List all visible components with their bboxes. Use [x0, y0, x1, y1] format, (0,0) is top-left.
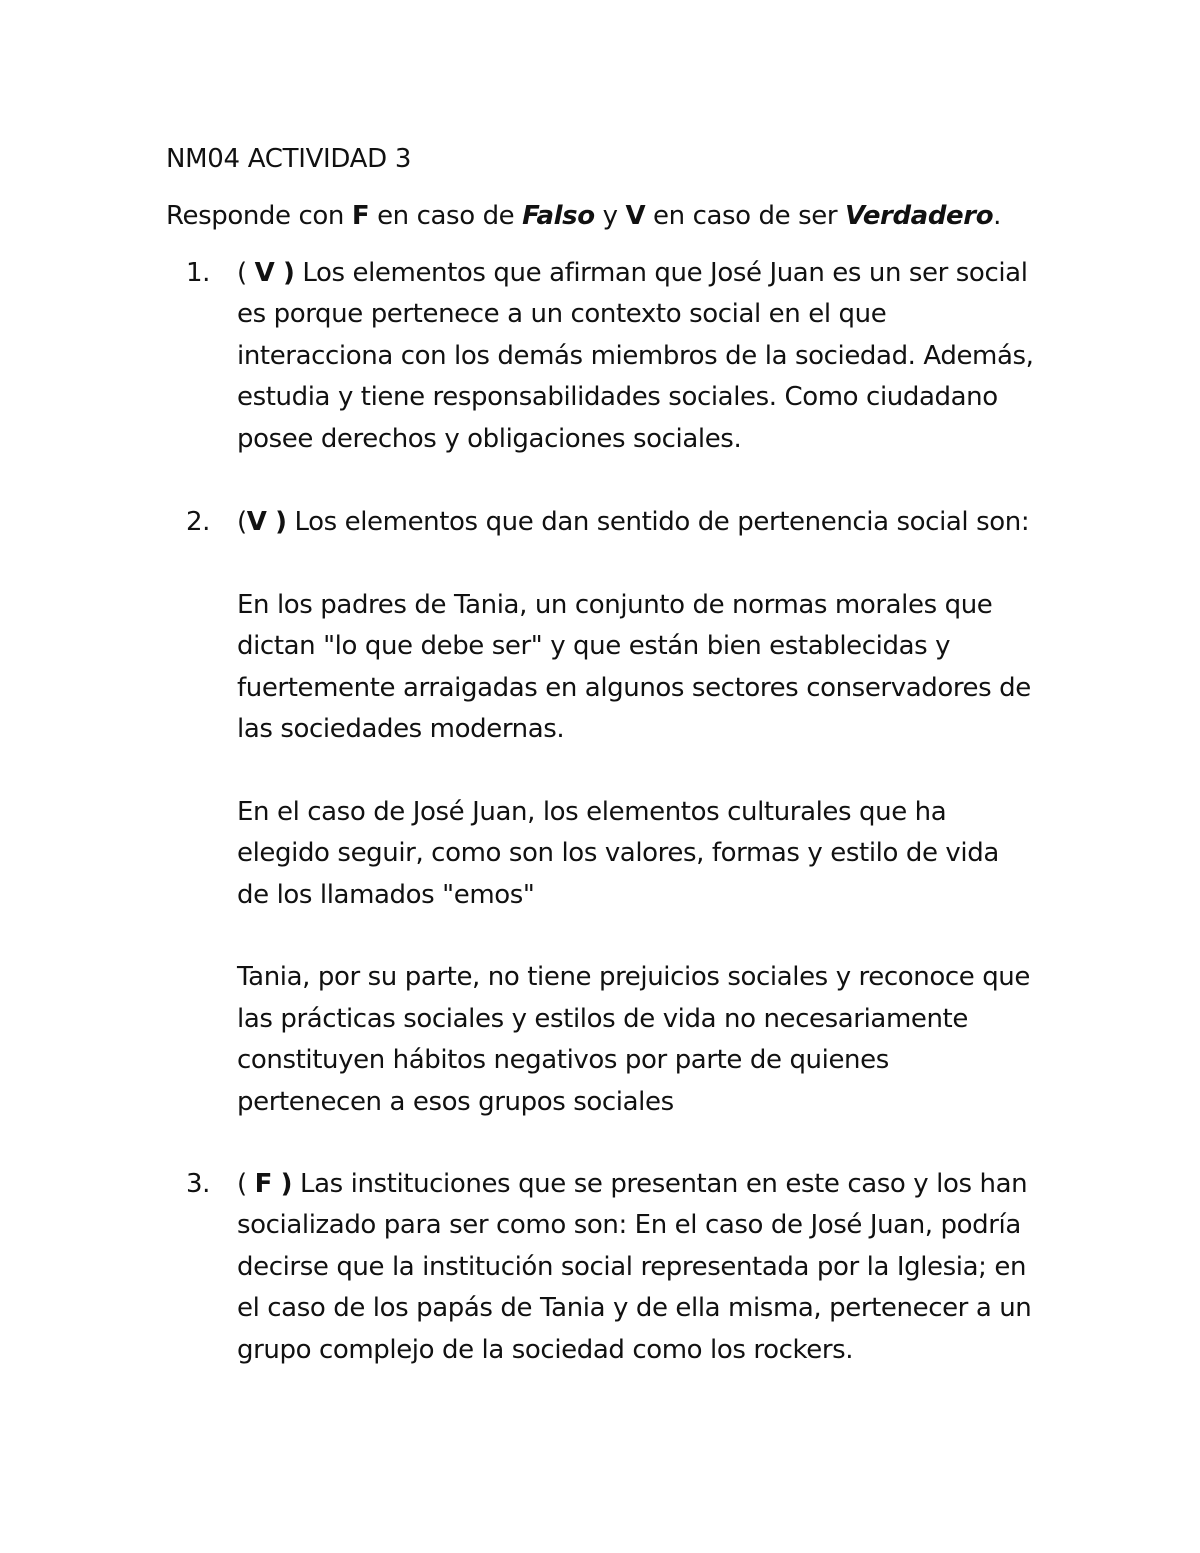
instruction-suffix: . [993, 201, 1002, 231]
answer-letter: V [254, 258, 275, 288]
item-paragraph [237, 502, 1037, 543]
item-paragraph: En el caso de José Juan, los elementos culturales que ha elegido seguir, como son los valores, formas y estilo de vida de los llamados "emos" [237, 796, 999, 910]
instruction-v-letter: V [625, 201, 646, 231]
list-item-3 [186, 1164, 1037, 1371]
instruction-line [166, 196, 1001, 237]
item-text: Los elementos que dan sentido de pertenencia social son: [286, 507, 1030, 537]
item-text: Las instituciones que se presentan en este caso y los han socializado para ser como son: En el caso de José Juan, podría decirse que la institución social representada por la Iglesia; en el caso de los papás de Tania y de ella misma, pertenecer a un grupo complejo de la sociedad como los rockers. [237, 1169, 1032, 1365]
paren-close: ) [271, 1169, 293, 1199]
list-item-1 [186, 253, 1037, 460]
item-text: Los elementos que afirman que José Juan es un ser social es porque pertenece a un contexto social en el que interacciona con los demás miembros de la sociedad. Además, estudia y tiene responsabilidades sociales. Como ciudadano posee derechos y obligaciones sociales. [237, 258, 1034, 454]
instruction-mid-2: y [594, 201, 626, 231]
answer-letter: V [246, 507, 267, 537]
document-title: NM04 ACTIVIDAD 3 [166, 144, 412, 174]
paren-open: ( [237, 507, 247, 537]
instruction-verdadero-word: Verdadero [844, 201, 994, 231]
item-number: 3. [186, 1169, 211, 1199]
item-paragraph [237, 253, 1037, 460]
item-paragraph: Tania, por su parte, no tiene prejuicios sociales y reconoce que las prácticas sociales y estilos de vida no necesariamente constituyen hábitos negativos por parte de quienes pertenecen a esos grupos sociales [237, 962, 1030, 1117]
instruction-prefix: Responde con [166, 201, 352, 231]
instruction-mid-3: en caso de ser [645, 201, 845, 231]
paren-open: ( [237, 258, 255, 288]
instruction-mid-1: en caso de [369, 201, 523, 231]
paren-close: ) [274, 258, 295, 288]
paren-open: ( [237, 1169, 255, 1199]
instruction-f-letter: F [351, 201, 370, 231]
answer-letter: F [254, 1169, 272, 1199]
list-item-2 [186, 502, 1037, 1123]
item-number: 1. [186, 258, 211, 288]
item-number: 2. [186, 507, 211, 537]
item-paragraph: En los padres de Tania, un conjunto de normas morales que dictan "lo que debe ser" y que están bien establecidas y fuertemente arraigadas en algunos sectores conservadores de las sociedades modernas. [237, 589, 1031, 745]
paren-close: ) [266, 507, 287, 537]
item-paragraph [237, 1164, 1037, 1371]
instruction-falso-word: Falso [522, 201, 595, 231]
